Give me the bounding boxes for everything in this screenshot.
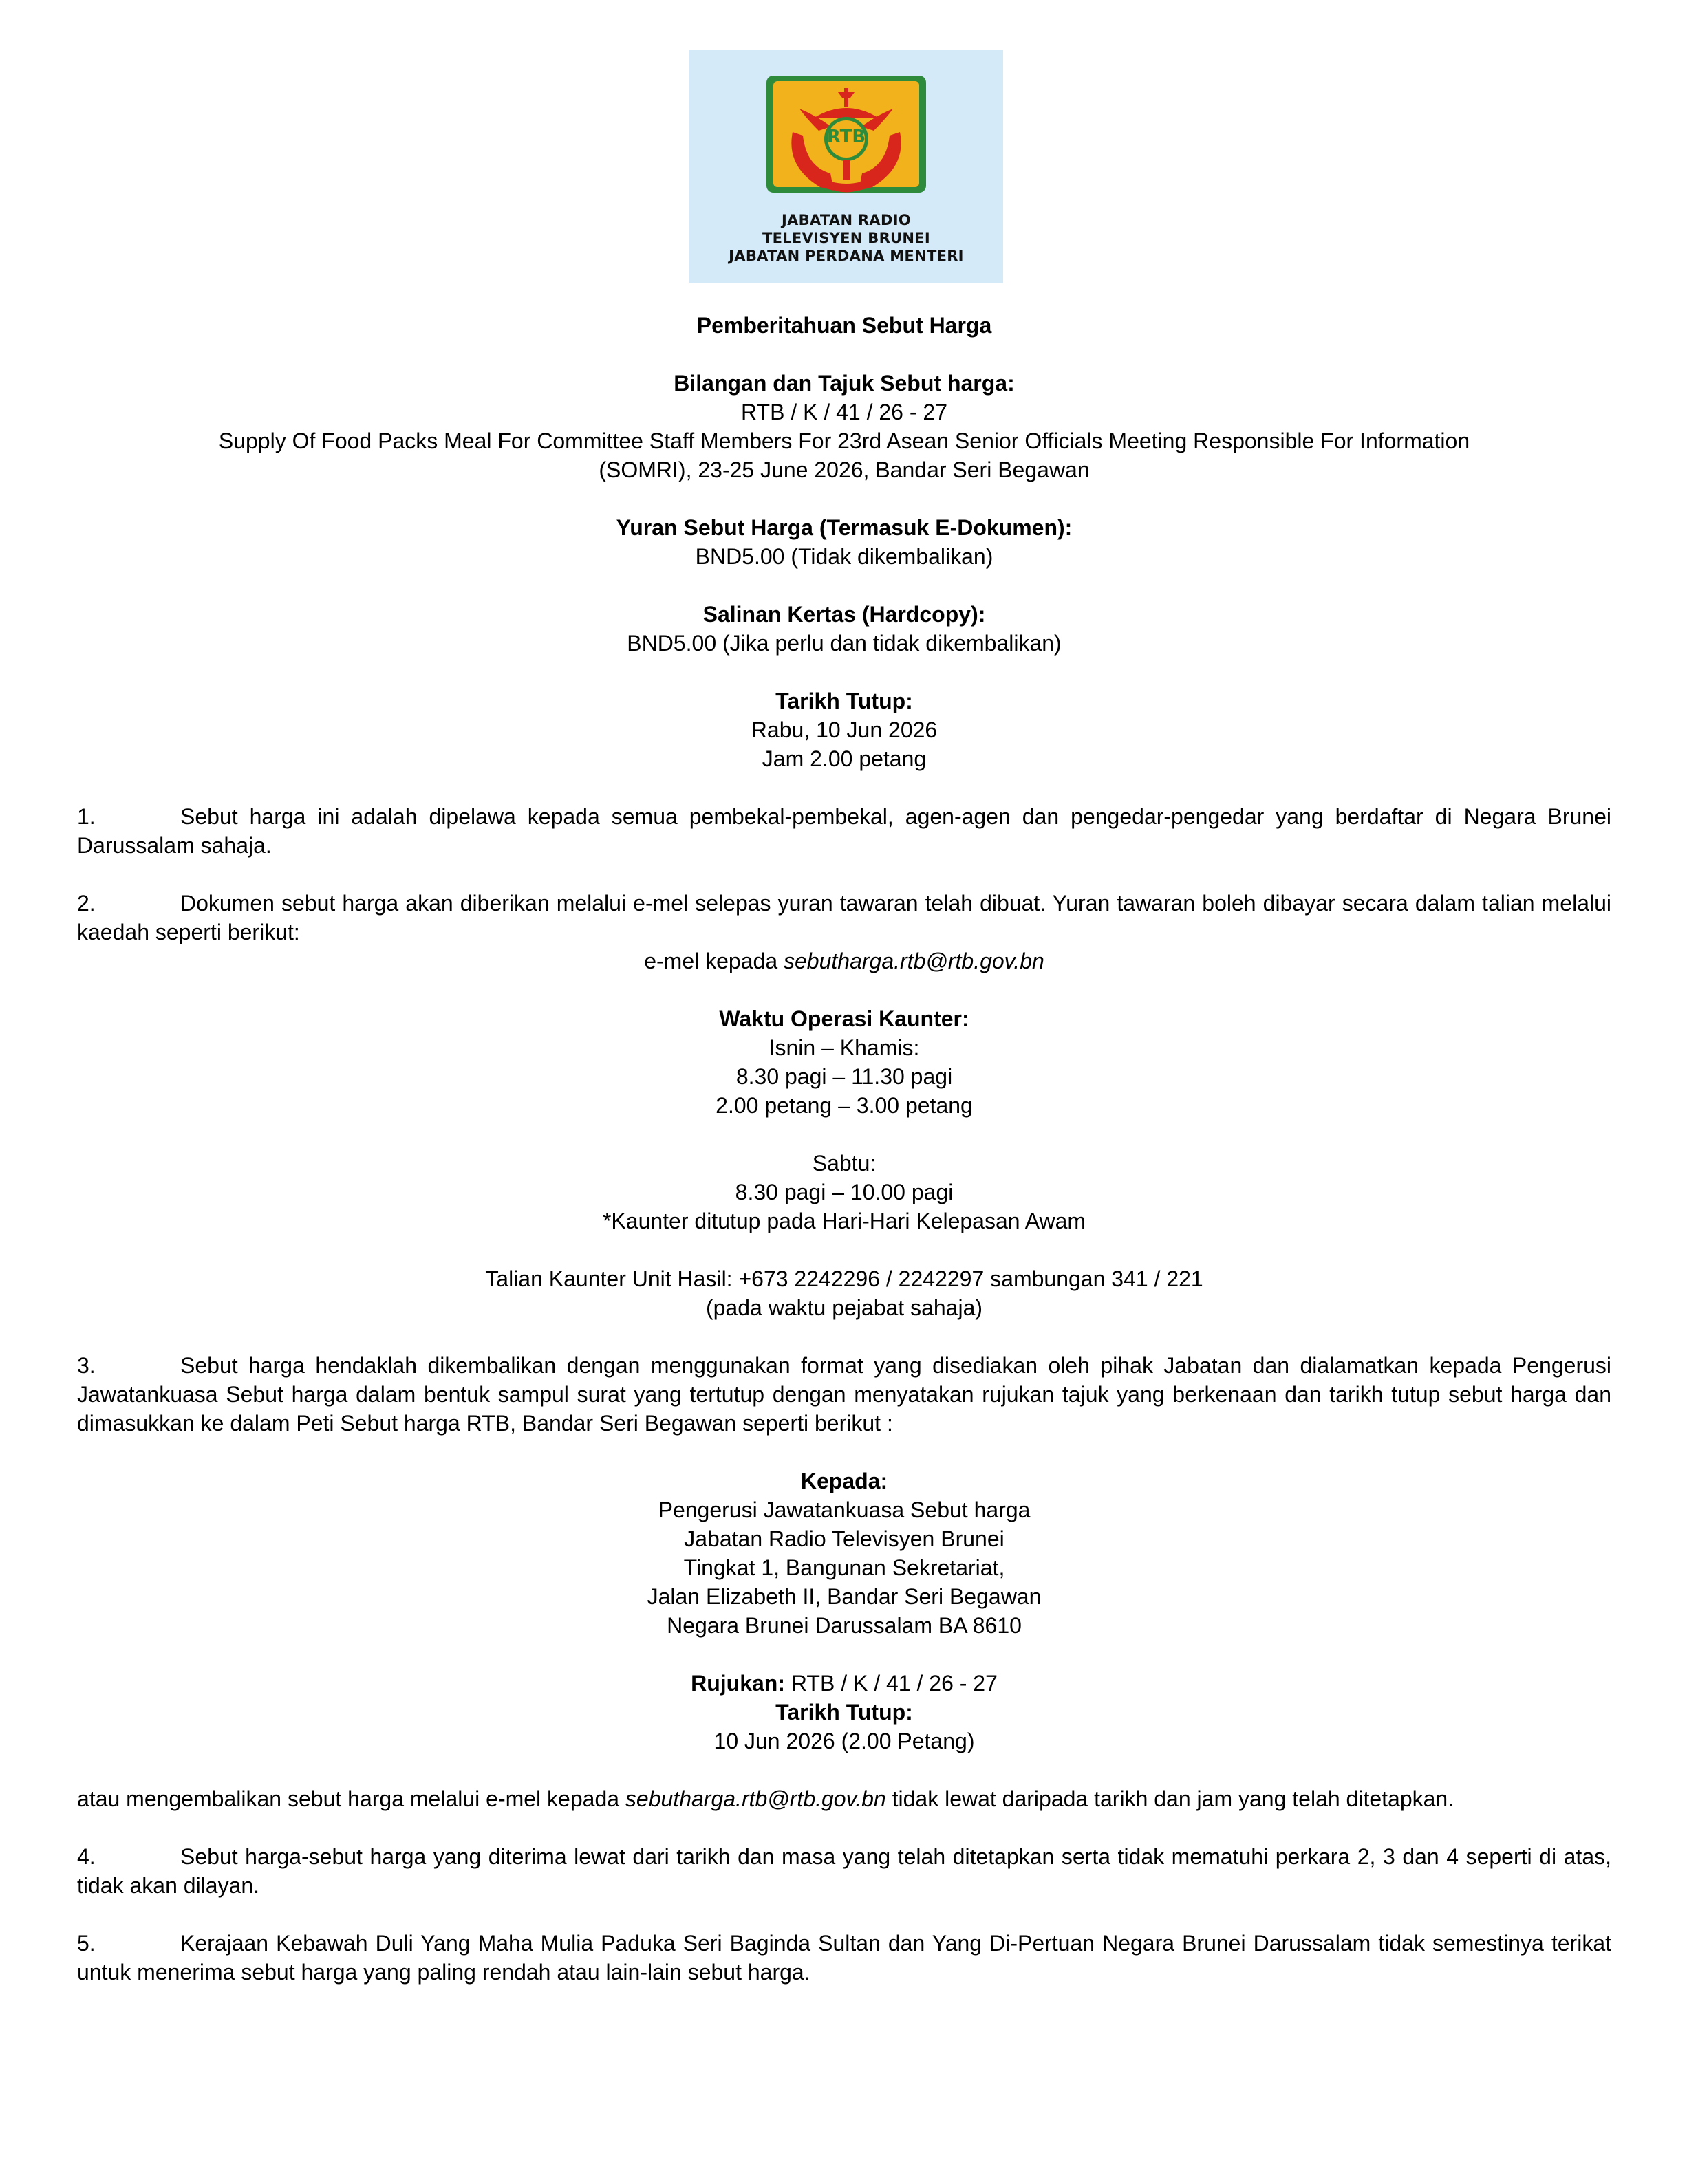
hardcopy-label: Salinan Kertas (Hardcopy):	[702, 602, 986, 627]
reference-line	[77, 1669, 1611, 1698]
ref-label: Bilangan dan Tajuk Sebut harga:	[674, 371, 1015, 396]
counter-weekdays: Isnin – Khamis:	[769, 1035, 920, 1060]
paragraph-1-text: Sebut harga ini adalah dipelawa kepada semua pembekal-pembekal, agen-agen dan pengedar-pengedar yang berdaftar di Negara Brunei Darussalam sahaja.	[77, 804, 1611, 858]
ref-title-line-1: Supply Of Food Packs Meal For Committee Staff Members For 23rd Asean Senior Officials Meeting Responsible For Information	[218, 429, 1470, 453]
closing-date: Rabu, 10 Jun 2026	[751, 717, 938, 742]
closing-label: Tarikh Tutup:	[775, 689, 913, 713]
notice-heading: Pemberitahuan Sebut Harga	[696, 313, 992, 338]
reference-closing-label: Tarikh Tutup:	[775, 1700, 913, 1725]
paragraph-1	[77, 802, 1611, 860]
paragraph-3-number: 3.	[77, 1353, 96, 1378]
return-prefix: atau mengembalikan sebut harga melalui e-mel kepada	[77, 1786, 625, 1811]
counter-phone: Talian Kaunter Unit Hasil: +673 2242296 / 2242297 sambungan 341 / 221	[485, 1266, 1203, 1291]
counter-weekday-slot-1: 8.30 pagi – 11.30 pagi	[735, 1064, 953, 1089]
address-line-2: Jabatan Radio Televisyen Brunei	[684, 1526, 1004, 1551]
logo-line-1: JABATAN RADIO	[782, 212, 911, 228]
emblem-rtb-text: RTB	[826, 127, 866, 147]
paragraph-4-number: 4.	[77, 1844, 96, 1869]
rtb-logo	[689, 50, 1003, 283]
paragraph-5-text: Kerajaan Kebawah Duli Yang Maha Mulia Paduka Seri Baginda Sultan dan Yang Di-Pertuan Negara Brunei Darussalam tidak semestinya terikat untuk menerima sebut harga yang paling rendah atau lain-lain sebut harga.	[77, 1931, 1611, 1985]
paragraph-5-number: 5.	[77, 1931, 96, 1956]
hardcopy-value: BND5.00 (Jika perlu dan tidak dikembalikan)	[627, 631, 1062, 656]
counter-phone-note: (pada waktu pejabat sahaja)	[705, 1295, 983, 1320]
paragraph-2-number: 2.	[77, 891, 96, 916]
paragraph-2	[77, 889, 1611, 947]
return-email-link[interactable]: sebutharga.rtb@rtb.gov.bn	[625, 1786, 886, 1811]
closing-time: Jam 2.00 petang	[762, 746, 927, 771]
paragraph-1-number: 1.	[77, 804, 96, 829]
address-label: Kepada:	[800, 1469, 888, 1493]
counter-label: Waktu Operasi Kaunter:	[719, 1006, 969, 1031]
payment-email-line	[77, 947, 1611, 975]
fee-label: Yuran Sebut Harga (Termasuk E-Dokumen):	[616, 515, 1073, 540]
counter-saturday-slot: 8.30 pagi – 10.00 pagi	[735, 1180, 954, 1204]
logo-line-2: TELEVISYEN BRUNEI	[762, 230, 931, 246]
paragraph-5	[77, 1929, 1611, 1987]
address-line-5: Negara Brunei Darussalam BA 8610	[667, 1613, 1022, 1638]
reference-closing-value: 10 Jun 2026 (2.00 Petang)	[713, 1729, 975, 1753]
paragraph-3-text: Sebut harga hendaklah dikembalikan dengan menggunakan format yang disediakan oleh pihak Jabatan dan dialamatkan kepada Pengerusi Jawatankuasa Sebut harga dalam bentuk sampul surat yang tertutup dengan menyatakan rujukan tajuk yang berkenaan dan tarikh tutup sebut harga dan dimasukkan ke dalam Peti Sebut harga RTB, Bandar Seri Begawan seperti berikut :	[77, 1353, 1611, 1436]
ref-number: RTB / K / 41 / 26 - 27	[741, 400, 947, 424]
address-line-4: Jalan Elizabeth II, Bandar Seri Begawan	[647, 1584, 1042, 1609]
reference-value: RTB / K / 41 / 26 - 27	[785, 1671, 998, 1696]
paragraph-4	[77, 1842, 1611, 1900]
address-line-1: Pengerusi Jawatankuasa Sebut harga	[658, 1498, 1031, 1522]
paragraph-4-text: Sebut harga-sebut harga yang diterima lewat dari tarikh dan masa yang telah ditetapkan serta tidak mematuhi perkara 2, 3 dan 4 seperti di atas, tidak akan dilayan.	[77, 1844, 1611, 1898]
paragraph-3	[77, 1351, 1611, 1438]
counter-weekday-slot-2: 2.00 petang – 3.00 petang	[716, 1093, 973, 1118]
paragraph-2-text: Dokumen sebut harga akan diberikan melalui e-mel selepas yuran tawaran telah dibuat. Yuran tawaran boleh dibayar secara dalam talian melalui kaedah seperti berikut:	[77, 891, 1611, 944]
logo-line-3: JABATAN PERDANA MENTERI	[729, 248, 964, 264]
fee-value: BND5.00 (Tidak dikembalikan)	[695, 544, 993, 569]
reference-label: Rujukan:	[691, 1671, 785, 1696]
address-line-3: Tingkat 1, Bangunan Sekretariat,	[683, 1555, 1005, 1580]
payment-email-prefix: e-mel kepada	[644, 949, 784, 973]
counter-holiday-note: *Kaunter ditutup pada Hari-Hari Kelepasan Awam	[602, 1209, 1086, 1233]
ref-title-line-2: (SOMRI), 23-25 June 2026, Bandar Seri Begawan	[599, 457, 1090, 482]
return-paragraph	[77, 1784, 1611, 1813]
counter-saturday: Sabtu:	[812, 1151, 877, 1176]
notice-content	[77, 311, 1611, 1987]
payment-email-link[interactable]: sebutharga.rtb@rtb.gov.bn	[784, 949, 1044, 973]
return-suffix: tidak lewat daripada tarikh dan jam yang telah ditetapkan.	[885, 1786, 1454, 1811]
